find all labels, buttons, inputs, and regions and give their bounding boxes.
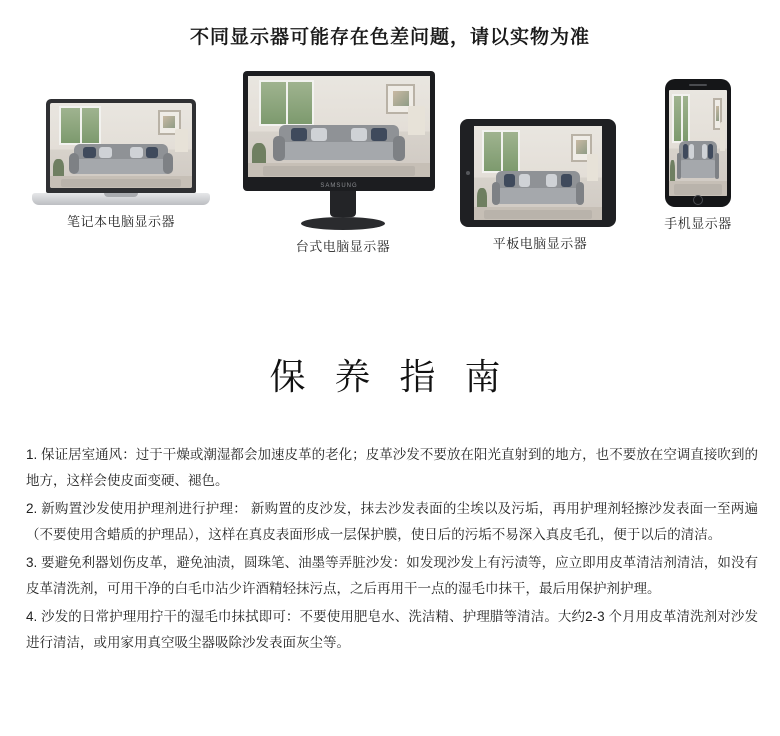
sofa-pillow <box>311 128 327 142</box>
scene-rug <box>61 179 180 188</box>
color-difference-notice: 不同显示器可能存在色差问题，请以实物为准 <box>189 27 590 48</box>
sofa-pillow <box>291 128 307 142</box>
sofa-scene-image <box>248 76 430 177</box>
scene-window <box>672 94 689 143</box>
sofa-arm-right <box>715 153 719 179</box>
maintenance-guide-body <box>26 442 758 656</box>
phone-frame <box>665 79 731 207</box>
sofa-arm-left <box>677 153 681 179</box>
laptop-screen <box>50 103 192 188</box>
sofa-pillow <box>130 147 142 159</box>
sofa-pillow <box>561 174 572 187</box>
sofa-seat <box>71 159 170 174</box>
laptop-base <box>32 193 210 205</box>
scene-rug <box>484 210 592 219</box>
device-showcase <box>0 71 780 271</box>
scene-rug <box>263 166 416 176</box>
sofa-arm-left <box>273 136 285 161</box>
sofa-seat <box>493 188 583 205</box>
scene-lamp <box>175 129 188 153</box>
tablet-screen <box>474 126 602 220</box>
sofa-pillow <box>519 174 530 187</box>
scene-window <box>259 80 314 126</box>
sofa-pillow <box>371 128 387 142</box>
scene-window <box>482 130 520 173</box>
sofa-arm-right <box>576 182 584 205</box>
maintenance-guide-title: 保 养 指 南 <box>269 357 511 397</box>
guide-paragraph: 1. 保证居室通风：过于干燥或潮湿都会加速皮革的老化；皮革沙发不要放在阳光直射到的地方，也不要放在空调直接吹到的地方，这样会使皮面变硬、褪色。 <box>26 447 758 488</box>
monitor-brand-label: SAMSUNG <box>320 183 358 189</box>
laptop-lid <box>46 99 196 193</box>
sofa-pillow <box>351 128 367 142</box>
device-phone <box>643 79 753 232</box>
device-caption-desktop: 台式电脑显示器 <box>295 239 391 254</box>
scene-lamp <box>720 122 725 152</box>
sofa-pillow <box>683 144 688 158</box>
device-caption-phone: 手机显示器 <box>664 216 732 231</box>
sofa-pillow <box>702 144 707 158</box>
sofa-pillow <box>546 174 557 187</box>
sofa-arm-left <box>69 153 78 174</box>
desktop-bezel <box>243 71 435 191</box>
scene-plant <box>252 143 267 165</box>
sofa-pillow <box>504 174 515 187</box>
sofa-seat <box>275 142 402 160</box>
scene-lamp <box>408 106 424 134</box>
phone-screen <box>669 90 727 196</box>
scene-sofa <box>74 144 168 178</box>
device-tablet <box>460 119 620 252</box>
device-caption-laptop: 笔记本电脑显示器 <box>66 214 175 229</box>
sofa-pillow <box>689 144 694 158</box>
scene-lamp <box>587 154 599 180</box>
device-desktop <box>243 71 443 255</box>
monitor-neck <box>330 191 356 217</box>
scene-sofa <box>279 125 399 165</box>
scene-plant <box>670 160 675 183</box>
scene-sofa <box>496 171 580 209</box>
sofa-scene-image <box>669 90 727 196</box>
scene-plant <box>477 188 487 209</box>
sofa-arm-right <box>163 153 172 174</box>
home-button-icon <box>693 195 703 205</box>
scene-plant <box>53 159 64 178</box>
monitor-foot <box>301 217 385 230</box>
sofa-pillow <box>708 144 713 158</box>
sofa-pillow <box>99 147 111 159</box>
speaker-icon <box>689 84 707 86</box>
sofa-pillow <box>83 147 95 159</box>
sofa-scene-image <box>474 126 602 220</box>
desktop-screen <box>248 76 430 177</box>
sofa-pillow <box>146 147 158 159</box>
scene-sofa <box>679 141 717 183</box>
tablet-frame <box>460 119 616 227</box>
scene-rug <box>674 184 723 195</box>
sofa-arm-right <box>393 136 405 161</box>
sofa-seat <box>678 160 719 179</box>
guide-paragraph: 4. 沙发的日常护理用拧干的湿毛巾抹拭即可：不要使用肥皂水、洗洁精、护理腊等清洁。大约2-3 个月用皮革清洗剂对沙发进行清洁，或用家用真空吸尘器吸除沙发表面灰尘等。 <box>26 609 758 650</box>
camera-icon <box>466 171 470 175</box>
scene-window <box>59 106 102 145</box>
device-caption-tablet: 平板电脑显示器 <box>492 236 588 251</box>
sofa-arm-left <box>492 182 500 205</box>
sofa-scene-image <box>50 103 192 188</box>
guide-paragraph: 2. 新购置沙发使用护理剂进行护理： 新购置的皮沙发，抹去沙发表面的尘埃以及污垢，再用护理剂轻擦沙发表面一至两遍（不要使用含蜡质的护理品），这样在真皮表面形成一层保护膜，使日后的污垢不易深入真皮毛孔，便于以后的清洁。 <box>26 501 758 542</box>
guide-paragraph: 3. 要避免利器划伤皮革，避免油渍，圆珠笔、油墨等弄脏沙发：如发现沙发上有污渍等，应立即用皮革清洁剂清洁，如没有皮革清洗剂，可用干净的白毛巾沾少许酒精轻抹污点，之后再用干一点的湿毛巾抹干，最后用保护剂护理。 <box>26 555 758 596</box>
device-laptop <box>36 99 206 230</box>
